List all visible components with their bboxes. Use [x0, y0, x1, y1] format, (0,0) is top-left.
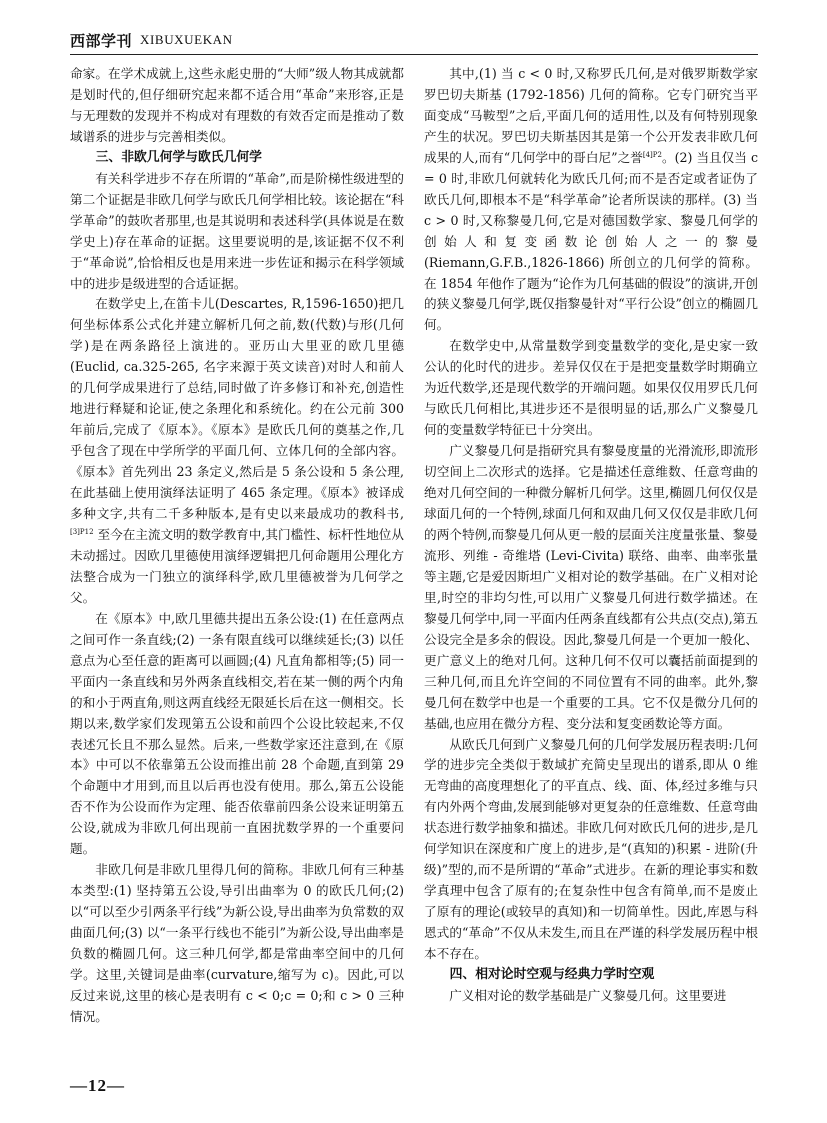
page-number: —12—	[70, 1076, 125, 1095]
right-column	[424, 64, 758, 1007]
section-heading: 三、非欧几何学与欧氏几何学	[95, 149, 262, 165]
citation-marker: [4]P2	[642, 150, 662, 159]
paragraph: 从欧氏几何到广义黎曼几何的几何学发展历程表明:几何学的进步完全类似于数域扩充简史呈现出的谱系,即从 0 维无弯曲的高度理想化了的平直点、线、面、体,经过多维与只有内外两个弯曲,发展到能够对更复杂的任意维数、任意弯曲状态进行数学抽象和描述。非欧几何对欧氏几何的进步,是几何学知识在深度和广度上的进步,是“(真知的)积累 - 进阶(升级)”型的,而不是所谓的“革命”式进步。在新的理论事实和数学真理中包含了原有的;在复杂性中包含有简单,而不是废止了原有的理论(或较早的真知)和一切简单性。因此,库恩与科恩式的“革命”不仅从未发生,而且在严谨的科学发展历程中根本不存在。	[424, 736, 758, 962]
paragraph: 在数学史上,在笛卡儿(Descartes, R,1596-1650)把几何坐标体系公式化并建立解析几何之前,数(代数)与形(几何学)是在两条路径上演进的。亚历山大里亚的欧几里德(Euclid, ca.325-265, 名字来源于英文读音)对时人和前人的几何学成果进行了总结,同时做了许多修订和补充,创造性地进行释疑和论证,使之条理化和系统化。约在公元前 300 年前后,完成了《原本》。《原本》是欧氏几何的奠基之作,几乎包含了现在中学所学的平面几何、立体几何的全部内容。《原本》首先列出 23 条定义,然后是 5 条公设和 5 条公理,在此基础上使用演绎法证明了 465 条定理。《原本》被译成多种文字,共有二千多种版本,是有史以来最成功的教科书,$^{[3]P12}$ 至今在主流文明的数学教育中,其门槛性、标杆性地位从未动摇过。因欧几里德使用演绎逻辑把几何命题用公理化方法整合成为一门独立的演绎科学,欧几里德被誉为几何学之父。	[70, 296, 404, 605]
section-heading: 四、相对论时空观与经典力学时空观	[449, 966, 655, 982]
paragraph: 其中,(1) 当 c < 0 时,又称罗氏几何,是对俄罗斯数学家罗巴切夫斯基 (1792-1856) 几何的简称。它专门研究当平面变成“马鞍型”之后,平面几何的适用性,以及有何特别现象产生的状况。罗巴切夫斯基因其是第一个公开发表非欧几何成果的人,而有“几何学中的哥白尼”之誉$^{[4]P2}$。(2) 当且仅当 c = 0 时,非欧几何就转化为欧氏几何;而不是否定或者证伪了欧氏几何,即根本不是“科学革命”论者所误读的那样。(3) 当 c > 0 时,又称黎曼几何,它是对德国数学家、黎曼几何学的创始人和复变函数论创始人之一的黎曼 (Riemann,G.F.B.,1826-1866) 所创立的几何学的简称。在 1854 年他作了题为“论作为几何基础的假设”的演讲,开创的狭义黎曼几何学,既仅指黎曼针对“平行公设”创立的椭圆几何。	[424, 66, 758, 333]
paragraph: 非欧几何是非欧几里得几何的简称。非欧几何有三种基本类型:(1) 坚持第五公设,导引出曲率为 0 的欧氏几何;(2) 以“可以至少引两条平行线”为新公设,导出曲率为负常数的双曲面几何;(3) 以“一条平行线也不能引”为新公设,导出曲率是负数的椭圆几何。这三种几何学,都是常曲率空间中的几何学。这里,关键词是曲率(curvature,缩写为 c)。因此,可以反过来说,这里的核心是表明有 c < 0;c = 0;和 c > 0 三种情况。	[70, 862, 404, 1024]
running-header	[70, 28, 758, 55]
paragraph: 命家。在学术成就上,这些永彪史册的“大师”级人物其成就都是划时代的,但仔细研究起来都不适合用“革命”来形容,正是与无理数的发现并不构成对有理数的有效否定而是推动了数域谱系的进步与完善相类似。	[70, 66, 404, 144]
journal-name: 西部学刊	[70, 32, 133, 50]
paragraph: 广义相对论的数学基础是广义黎曼几何。这里要进	[449, 987, 727, 1003]
left-column	[70, 64, 404, 1028]
paragraph: 在数学史中,从常量数学到变量数学的变化,是史家一致公认的化时代的进步。差异仅仅在于是把变量数学时期确立为近代数学,还是现代数学的开端问题。如果仅仅用罗氏几何与欧氏几何相比,其进步还不是很明显的话,那么广义黎曼几何的变量数学特征已十分突出。	[424, 338, 758, 438]
citation-marker: [3]P12	[70, 527, 94, 536]
paragraph: 在《原本》中,欧几里德共提出五条公设:(1) 在任意两点之间可作一条直线;(2) 一条有限直线可以继续延长;(3) 以任意点为心至任意的距离可以画圆;(4) 凡直角都相等;(5) 同一平面内一条直线和另外两条直线相交,若在某一侧的两个内角的和小于两直角,则这两直线经无限延长后在这一侧相交。长期以来,数学家们发现第五公设和前四个公设比较起来,不仅表述冗长且不那么显然。后来,一些数学家还注意到,在《原本》中可以不依靠第五公设而推出前 28 个命题,直到第 29 个命题中才用到,而且以后再也没有使用。那么,第五公设能否不作为公设而作为定理、能否依靠前四条公设来证明第五公设,就成为非欧几何出现前一直困扰数学界的一个重要问题。	[70, 610, 404, 857]
paragraph: 广义黎曼几何是指研究具有黎曼度量的光滑流形,即流形切空间上二次形式的选择。它是描述任意维数、任意弯曲的绝对几何空间的一种微分解析几何学。这里,椭圆几何仅仅是球面几何的一个特例,球面几何和双曲几何又仅仅是非欧几何的两个特例,而黎曼几何从更一般的层面关注度量张量、黎曼流形、列维 - 奇维塔 (Levi-Civita) 联络、曲率、曲率张量等主题,它是爱因斯坦广义相对论的数学基础。在广义相对论里,时空的非均匀性,可以用广义黎曼几何进行数学描述。在黎曼几何学中,同一平面内任两条直线都有公共点(交点),第五公设完全是多余的假设。因此,黎曼几何是一个更加一般化、更广意义上的绝对几何。这种几何不仅可以囊括前面提到的三种几何,而且允许空间的不同位置有不同的曲率。此外,黎曼几何在数学中也是一个重要的工具。它不仅是微分几何的基础,也应用在微分方程、变分法和复变函数论等方面。	[424, 443, 758, 731]
journal-name-latin: XIBUXUEKAN	[140, 32, 233, 47]
paragraph: 有关科学进步不存在所谓的“革命”,而是阶梯性级进型的第二个证据是非欧几何学与欧氏几何学相比较。该论据在“科学革命”的鼓吹者那里,也是其说明和表述科学(具体说是在数学史上)存在革命的证据。这里要说明的是,该证据不仅不利于“革命说”,恰恰相反也是用来进一步佐证和揭示在科学领域中的进步是级进型的合适证据。	[70, 170, 404, 291]
